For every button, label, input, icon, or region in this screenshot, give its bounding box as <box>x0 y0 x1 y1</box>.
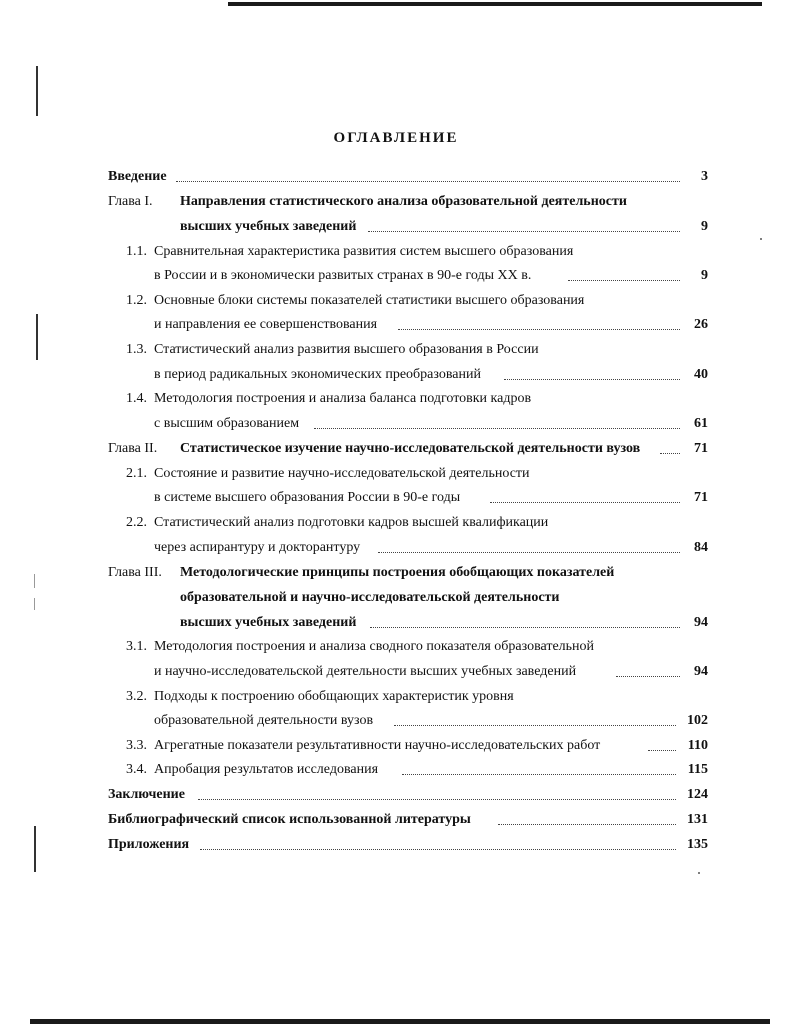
toc-entry-section-2-2[interactable] <box>108 537 708 559</box>
toc-entry-section-3-3[interactable] <box>108 735 708 757</box>
toc-entry-chapter-2[interactable] <box>108 438 708 460</box>
chapter-title: Направления статистического анализа образовательной деятельности <box>180 194 627 209</box>
toc-section-1-3-heading <box>108 339 708 361</box>
chapter-title: образовательной и научно-исследовательской деятельности <box>180 590 560 605</box>
section-number: 3.4. <box>126 762 147 777</box>
page-number: 9 <box>701 268 708 283</box>
toc-chapter-3-heading-cont <box>108 587 708 609</box>
section-title: Методология построения и анализа баланса подготовки кадров <box>154 391 532 406</box>
page-number: 26 <box>694 317 708 332</box>
page-number: 131 <box>687 812 708 827</box>
scan-artifact-mark <box>36 314 38 360</box>
dot-leader <box>394 725 676 726</box>
page-number: 94 <box>694 615 708 630</box>
scan-edge-bottom <box>30 1019 770 1024</box>
section-title: в период радикальных экономических преобразований <box>154 367 481 382</box>
toc-section-3-1-heading <box>108 636 708 658</box>
page-number: 61 <box>694 416 708 431</box>
section-title: через аспирантуру и докторантуру <box>154 540 361 555</box>
dot-leader <box>498 824 676 825</box>
dot-leader <box>198 799 676 800</box>
toc-entry-chapter-3[interactable] <box>108 612 708 634</box>
toc-section-2-2-heading <box>108 512 708 534</box>
toc-entry-section-1-4[interactable] <box>108 413 708 435</box>
scan-artifact-mark <box>34 598 35 610</box>
dot-leader <box>200 849 676 850</box>
chapter-label: Глава II. <box>108 441 158 456</box>
page-number: 71 <box>694 490 708 505</box>
dot-leader <box>402 774 676 775</box>
toc-section-1-2-heading <box>108 290 708 312</box>
page-number: 115 <box>687 762 708 777</box>
page-number: 84 <box>694 540 708 555</box>
dot-leader <box>378 552 680 553</box>
page-number: 40 <box>694 367 708 382</box>
dot-leader <box>368 231 680 232</box>
scan-edge-top <box>228 2 762 6</box>
chapter-title: высших учебных заведений <box>180 615 357 630</box>
toc-section-1-4-heading <box>108 388 708 410</box>
section-number: 1.3. <box>126 342 147 357</box>
dot-leader <box>648 750 676 751</box>
toc-entry-bibliography[interactable] <box>108 809 708 831</box>
page-number: 94 <box>694 664 708 679</box>
page-number: 102 <box>687 713 708 728</box>
toc-entry-section-3-2[interactable] <box>108 710 708 732</box>
toc-section-3-2-heading <box>108 686 708 708</box>
toc-title: ОГЛАВЛЕНИЕ <box>333 130 459 146</box>
section-number: 1.2. <box>126 293 147 308</box>
section-number: 3.3. <box>126 738 147 753</box>
toc-section-2-1-heading <box>108 463 708 485</box>
toc-entry-section-2-1[interactable] <box>108 487 708 509</box>
dot-leader <box>660 453 680 454</box>
toc-entry-section-3-1[interactable] <box>108 661 708 683</box>
section-title: и научно-исследовательской деятельности высших учебных заведений <box>154 664 577 679</box>
section-title: Методология построения и анализа сводного показателя образовательной <box>154 639 595 654</box>
toc-entry-appendices[interactable] <box>108 834 708 856</box>
section-title: Сравнительная характеристика развития систем высшего образования <box>154 244 574 259</box>
dot-leader <box>314 428 680 429</box>
chapter-label: Глава I. <box>108 194 153 209</box>
section-title: в России и в экономически развитых странах в 90-е годы XX в. <box>154 268 532 283</box>
entry-title: Приложения <box>108 837 190 852</box>
toc-entry-section-1-1[interactable] <box>108 265 708 287</box>
dot-leader <box>370 627 680 628</box>
section-title: Состояние и развитие научно-исследовательской деятельности <box>154 466 530 481</box>
page-number: 71 <box>694 441 708 456</box>
section-number: 1.1. <box>126 244 147 259</box>
section-title: Статистический анализ развития высшего образования в России <box>154 342 539 357</box>
chapter-label: Глава III. <box>108 565 162 580</box>
page-number: 110 <box>687 738 708 753</box>
section-title: и направления ее совершенствования <box>154 317 378 332</box>
toc-section-1-1-heading <box>108 241 708 263</box>
section-title: в системе высшего образования России в 90-е годы <box>154 490 461 505</box>
section-title: Подходы к построению обобщающих характеристик уровня <box>154 689 514 704</box>
dot-leader <box>398 329 680 330</box>
chapter-title: высших учебных заведений <box>180 219 357 234</box>
page-number: 3 <box>701 169 708 184</box>
entry-title: Введение <box>108 169 167 184</box>
section-number: 3.1. <box>126 639 147 654</box>
section-title: Агрегатные показатели результативности научно-исследовательских работ <box>154 738 601 753</box>
scan-artifact-mark <box>34 826 36 872</box>
section-number: 2.2. <box>126 515 147 530</box>
entry-title: Библиографический список использованной литературы <box>108 812 471 827</box>
dot-leader <box>176 181 680 182</box>
dot-leader <box>568 280 680 281</box>
section-title: Статистический анализ подготовки кадров высшей квалификации <box>154 515 549 530</box>
dot-leader <box>490 502 680 503</box>
entry-title: Заключение <box>108 787 185 802</box>
section-title: Основные блоки системы показателей статистики высшего образования <box>154 293 585 308</box>
section-number: 2.1. <box>126 466 147 481</box>
chapter-title: Методологические принципы построения обобщающих показателей <box>180 565 615 580</box>
toc-entry-section-1-3[interactable] <box>108 364 708 386</box>
page-number: 124 <box>687 787 708 802</box>
page-number: 135 <box>687 837 708 852</box>
scan-artifact-mark <box>34 574 35 588</box>
section-title: образовательной деятельности вузов <box>154 713 374 728</box>
scan-artifact-dot <box>698 872 700 874</box>
toc-chapter-3-heading <box>108 562 708 584</box>
page-number: 9 <box>701 219 708 234</box>
toc-entry-introduction[interactable] <box>108 166 708 188</box>
dot-leader <box>616 676 680 677</box>
scan-artifact-dot <box>760 238 762 240</box>
toc-entry-chapter-1[interactable] <box>108 216 708 238</box>
section-title: Апробация результатов исследования <box>154 762 379 777</box>
toc-chapter-1-heading <box>108 191 708 213</box>
section-number: 1.4. <box>126 391 147 406</box>
scan-artifact-mark <box>36 66 38 116</box>
section-title: с высшим образованием <box>154 416 300 431</box>
section-number: 3.2. <box>126 689 147 704</box>
dot-leader <box>504 379 680 380</box>
toc-entry-section-1-2[interactable] <box>108 314 708 336</box>
toc-entry-conclusion[interactable] <box>108 784 708 806</box>
toc-entry-section-3-4[interactable] <box>108 759 708 781</box>
chapter-title: Статистическое изучение научно-исследовательской деятельности вузов <box>180 441 641 456</box>
